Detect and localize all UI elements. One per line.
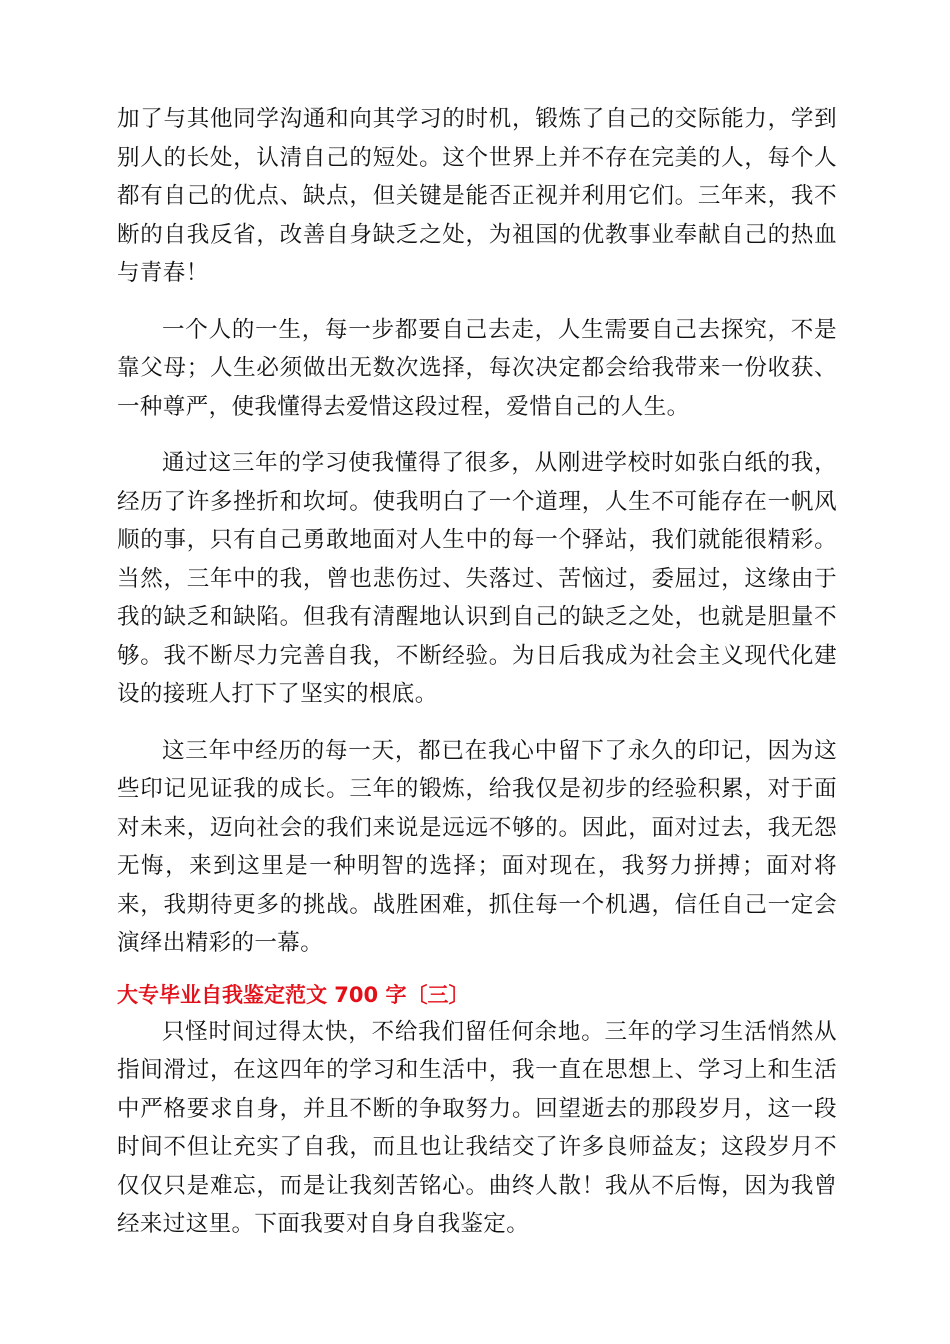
paragraph-continued: 加了与其他同学沟通和向其学习的时机，锻炼了自己的交际能力，学到别人的长处，认清自己的短处。这个世界上并不存在完美的人，每个人都有自己的优点、缺点，但关键是能否正视并利用它们。三年来，我不断的自我反省，改善自身缺乏之处，为祖国的优教事业奉献自己的热血与青春！ bbox=[117, 106, 837, 286]
paragraph-learning: 通过这三年的学习使我懂得了很多，从刚进学校时如张白纸的我，经历了许多挫折和坎坷。使我明白了一个道理，人生不可能存在一帆风顺的事，只有自己勇敢地面对人生中的每一个驿站，我们就能很精彩。当然，三年中的我，曾也悲伤过、失落过、苦恼过，委屈过，这缘由于我的缺乏和缺陷。但我有清醒地认识到自己的缺乏之处，也就是胆量不够。我不断尽力完善自我，不断经验。为日后我成为社会主义现代化建设的接班人打下了坚实的根底。 bbox=[117, 450, 837, 707]
paragraph-growth: 这三年中经历的每一天，都已在我心中留下了永久的印记，因为这些印记见证我的成长。三年的锻炼，给我仅是初步的经验积累，对于面对未来，迈向社会的我们来说是远远不够的。因此，面对过去，我无怨无悔，来到这里是一种明智的选择；面对现在，我努力拼搏；面对将来，我期待更多的挑战。战胜困难，抓住每一个机遇，信任自己一定会演绎出精彩的一幕。 bbox=[117, 737, 837, 956]
document-page bbox=[117, 100, 837, 1244]
paragraph-section-three: 只怪时间过得太快，不给我们留任何余地。三年的学习生活悄然从指间滑过，在这四年的学习和生活中，我一直在思想上、学习上和生活中严格要求自身，并且不断的争取努力。回望逝去的那段岁月，这一段时间不但让充实了自我，而且也让我结交了许多良师益友；这段岁月不仅仅只是难忘，而是让我刻苦铭心。曲终人散！我从不后悔，因为我曾经来过这里。下面我要对自身自我鉴定。 bbox=[117, 1018, 837, 1237]
paragraph-life: 一个人的一生，每一步都要自己去走，人生需要自己去探究，不是靠父母；人生必须做出无数次选择，每次决定都会给我带来一份收获、一种尊严，使我懂得去爱惜这段过程，爱惜自己的人生。 bbox=[117, 316, 837, 420]
section-heading: 大专毕业自我鉴定范文 700 字〔三〕 bbox=[117, 982, 470, 1007]
